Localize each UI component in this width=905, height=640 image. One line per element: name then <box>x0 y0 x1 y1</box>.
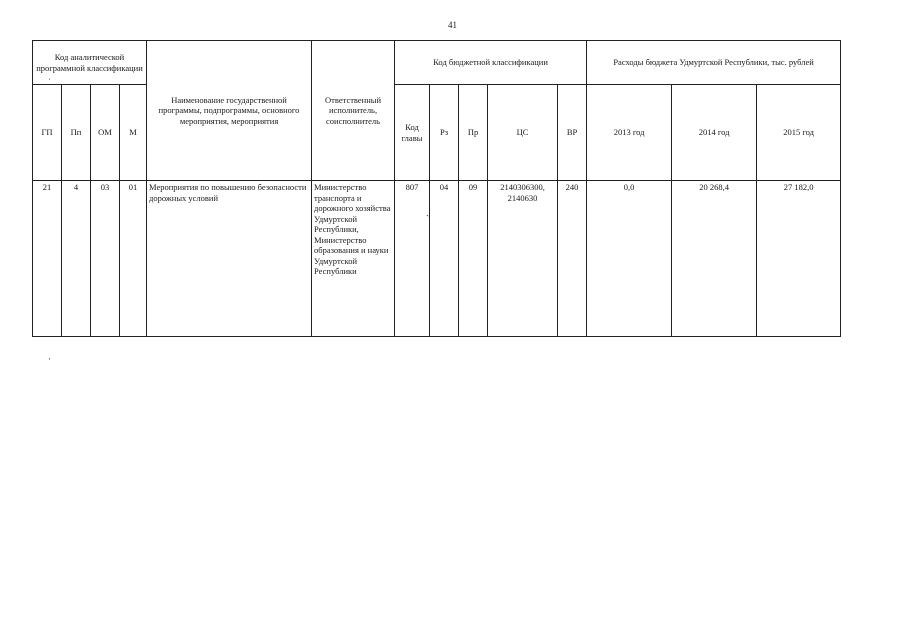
table-row <box>33 181 841 337</box>
header-row-groups <box>33 41 841 85</box>
cell-vr: 240 <box>558 181 587 337</box>
header-analytic-code: Код аналитической программной классификации <box>33 41 147 85</box>
cell-gp: 21 <box>33 181 62 337</box>
header-name: Наименование государственной программы, подпрограммы, основного мероприятия, мероприятия <box>147 41 312 181</box>
budget-table <box>32 40 841 337</box>
header-cs: ЦС <box>488 85 558 181</box>
header-2015: 2015 год <box>757 85 841 181</box>
header-om: ОМ <box>91 85 120 181</box>
header-pp: Пп <box>62 85 91 181</box>
header-vr: ВР <box>558 85 587 181</box>
header-kod-glavy: Код главы <box>395 85 430 181</box>
header-gp: ГП <box>33 85 62 181</box>
cell-cs: 2140306300, 2140630 <box>488 181 558 337</box>
header-executor: Ответственный исполнитель, соисполнитель <box>312 41 395 181</box>
header-m: М <box>120 85 147 181</box>
cell-m: 01 <box>120 181 147 337</box>
header-pr: Пр <box>459 85 488 181</box>
cell-executor: Министерство транспорта и дорожного хозяйства Удмуртской Республики, Министерство образования и науки Удмуртской Республики <box>312 181 395 337</box>
header-budget-code: Код бюджетной классификации <box>395 41 587 85</box>
cell-om: 03 <box>91 181 120 337</box>
cell-kod-glavy: 807 <box>395 181 430 337</box>
header-expenses: Расходы бюджета Удмуртской Республики, тыс. рублей <box>587 41 841 85</box>
cell-2013: 0,0 <box>587 181 672 337</box>
scan-dot-mark: · <box>48 354 51 364</box>
cell-2014: 20 268,4 <box>672 181 757 337</box>
header-2014: 2014 год <box>672 85 757 181</box>
cell-pr: 09 <box>459 181 488 337</box>
cell-name: Мероприятия по повышению безопасности дорожных условий <box>147 181 312 337</box>
cell-2015: 27 182,0 <box>757 181 841 337</box>
scan-tick-mark: ˎ <box>426 206 430 217</box>
header-rz: Рз <box>430 85 459 181</box>
cell-pp: 4 <box>62 181 91 337</box>
header-2013: 2013 год <box>587 85 672 181</box>
cell-rz: 04 <box>430 181 459 337</box>
page-number: 41 <box>448 20 457 30</box>
scan-stray-mark: ˌ <box>48 70 51 80</box>
